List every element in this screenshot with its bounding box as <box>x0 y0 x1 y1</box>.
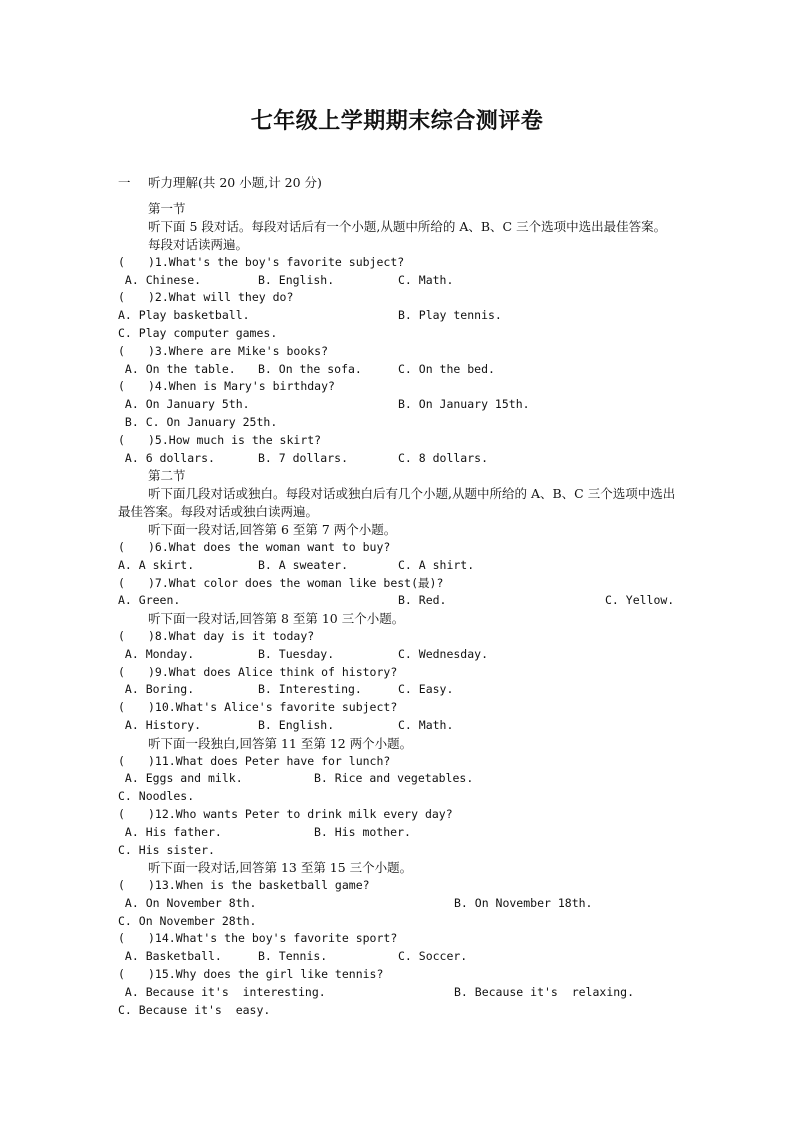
group-note-1: 听下面一段对话,回答第 6 至第 7 两个小题。 <box>148 522 397 538</box>
group-note-2: 听下面一段对话,回答第 8 至第 10 三个小题。 <box>148 611 405 627</box>
question-5 <box>118 432 678 450</box>
question-text: )2.What will they do? <box>148 290 294 305</box>
question-text: )1.What's the boy's favorite subject? <box>148 254 405 269</box>
options-9 <box>118 681 678 699</box>
option-a: A. Green. <box>118 593 181 608</box>
options-12 <box>118 824 678 842</box>
option-c: C. Yellow. <box>605 593 675 608</box>
question-text: )6.What does the woman want to buy? <box>148 539 391 554</box>
option-b: B. Red. <box>398 593 447 608</box>
options-6 <box>118 557 678 575</box>
option-b: B. English. <box>258 717 335 732</box>
option-a: A. Basketball. <box>118 949 222 964</box>
part1-label: 第一节 <box>148 201 186 216</box>
question-14 <box>118 930 678 948</box>
question-3 <box>118 343 678 361</box>
answer-blank[interactable]: ( <box>118 539 125 554</box>
answer-blank[interactable]: ( <box>118 628 125 643</box>
options-5 <box>118 450 678 468</box>
answer-blank[interactable]: ( <box>118 967 125 982</box>
option-c: C. Soccer. <box>398 949 468 964</box>
option-b: B. On January 15th. <box>398 397 530 412</box>
options-15-c <box>118 1002 678 1020</box>
question-text: )14.What's the boy's favorite sport? <box>148 931 398 946</box>
option-b: B. Rice and vegetables. <box>314 771 474 786</box>
question-text: )13.When is the basketball game? <box>148 878 370 893</box>
question-9 <box>118 664 678 682</box>
option-b: B. A sweater. <box>258 557 349 572</box>
options-14 <box>118 948 678 966</box>
option-c: C. Math. <box>398 272 454 287</box>
question-text: )15.Why does the girl like tennis? <box>148 967 384 982</box>
option-a: A. Eggs and milk. <box>118 771 243 786</box>
question-15 <box>118 966 678 984</box>
question-7 <box>118 575 678 593</box>
answer-blank[interactable]: ( <box>118 575 125 590</box>
section-number: 一 <box>118 175 131 190</box>
group-note-3: 听下面一段独白,回答第 11 至第 12 两个小题。 <box>148 735 413 751</box>
options-4 <box>118 396 678 414</box>
question-4 <box>118 378 678 396</box>
question-13 <box>118 877 678 895</box>
answer-blank[interactable]: ( <box>118 254 125 269</box>
question-text: )11.What does Peter have for lunch? <box>148 753 391 768</box>
option-c: C. 8 dollars. <box>398 450 489 465</box>
question-text: )7.What color does the woman like best(最)? <box>148 575 444 590</box>
options-3 <box>118 361 678 379</box>
answer-blank[interactable]: ( <box>118 806 125 821</box>
options-11 <box>118 770 678 788</box>
options-12-c <box>118 842 678 860</box>
option-a: A. Because it's interesting. <box>118 984 326 999</box>
options-13 <box>118 895 678 913</box>
option-a: A. History. <box>118 717 202 732</box>
section-title: 听力理解(共 20 小题,计 20 分) <box>148 175 322 190</box>
options-11-c <box>118 788 678 806</box>
question-1 <box>118 254 678 272</box>
section-heading <box>118 173 322 191</box>
answer-blank[interactable]: ( <box>118 753 125 768</box>
option-c: B. C. On January 25th. <box>118 414 278 429</box>
option-a: A. On November 8th. <box>118 895 257 910</box>
question-text: )10.What's Alice's favorite subject? <box>148 700 398 715</box>
option-a: A. Play basketball. <box>118 308 250 323</box>
question-text: )12.Who wants Peter to drink milk every day? <box>148 806 453 821</box>
option-a: A. 6 dollars. <box>118 450 215 465</box>
option-b: B. 7 dollars. <box>258 450 349 465</box>
options-10 <box>118 717 678 735</box>
option-a: A. A skirt. <box>118 557 195 572</box>
options-2 <box>118 307 678 325</box>
listening-section <box>118 200 678 1019</box>
question-2 <box>118 289 678 307</box>
options-1 <box>118 272 678 290</box>
option-b: B. Interesting. <box>258 682 362 697</box>
option-a: A. On January 5th. <box>118 397 250 412</box>
question-6 <box>118 539 678 557</box>
question-12 <box>118 806 678 824</box>
option-c: C. Play computer games. <box>118 325 278 340</box>
answer-blank[interactable]: ( <box>118 290 125 305</box>
option-a: A. His father. <box>118 824 222 839</box>
answer-blank[interactable]: ( <box>118 931 125 946</box>
option-b: B. His mother. <box>314 824 411 839</box>
option-b: B. Because it's relaxing. <box>454 984 635 999</box>
option-c: C. A shirt. <box>398 557 475 572</box>
answer-blank[interactable]: ( <box>118 432 125 447</box>
option-b: B. On November 18th. <box>454 895 593 910</box>
option-a: A. On the table. <box>118 361 236 376</box>
answer-blank[interactable]: ( <box>118 664 125 679</box>
options-13-c <box>118 913 678 931</box>
options-8 <box>118 646 678 664</box>
option-c: C. Wednesday. <box>398 646 489 661</box>
option-b: B. Play tennis. <box>398 308 502 323</box>
option-b: B. Tennis. <box>258 949 328 964</box>
option-c: C. Noodles. <box>118 789 195 804</box>
group-note-4: 听下面一段对话,回答第 13 至第 15 三个小题。 <box>148 860 413 876</box>
answer-blank[interactable]: ( <box>118 700 125 715</box>
question-text: )8.What day is it today? <box>148 628 315 643</box>
option-b: B. On the sofa. <box>258 361 362 376</box>
part1-instructions: 听下面 5 段对话。每段对话后有一个小题,从题中所给的 A、B、C 三个选项中选出最佳答案。每段对话读两遍。 <box>148 218 667 252</box>
option-a: A. Monday. <box>118 646 195 661</box>
option-c: C. On the bed. <box>398 361 495 376</box>
options-15 <box>118 984 678 1002</box>
question-text: )3.Where are Mike's books? <box>148 343 329 358</box>
answer-blank[interactable]: ( <box>118 343 125 358</box>
answer-blank[interactable]: ( <box>118 379 125 394</box>
question-10 <box>118 699 678 717</box>
options-2-c <box>118 325 678 343</box>
option-c: C. Because it's easy. <box>118 1002 271 1017</box>
part2-instructions <box>118 485 678 521</box>
question-11 <box>118 753 678 771</box>
option-b: B. English. <box>258 272 335 287</box>
question-text: )4.When is Mary's birthday? <box>148 379 335 394</box>
answer-blank[interactable]: ( <box>118 878 125 893</box>
options-4-c <box>118 414 678 432</box>
page-title: 七年级上学期期末综合测评卷 <box>250 109 544 134</box>
question-text: )5.How much is the skirt? <box>148 432 322 447</box>
options-7 <box>118 592 678 610</box>
part2-instructions-text: 听下面几段对话或独白。每段对话或独白后有几个小题,从题中所给的 A、B、C 三个选项中选出最佳答案。每段对话或独白读两遍。 <box>118 486 676 520</box>
question-text: )9.What does Alice think of history? <box>148 664 398 679</box>
option-a: A. Chinese. <box>118 272 202 287</box>
option-a: A. Boring. <box>118 682 195 697</box>
option-c: C. On November 28th. <box>118 913 257 928</box>
option-c: C. Easy. <box>398 682 454 697</box>
option-c: C. His sister. <box>118 842 215 857</box>
part2-label: 第二节 <box>148 468 186 484</box>
option-c: C. Math. <box>398 717 454 732</box>
question-8 <box>118 628 678 646</box>
option-b: B. Tuesday. <box>258 646 335 661</box>
